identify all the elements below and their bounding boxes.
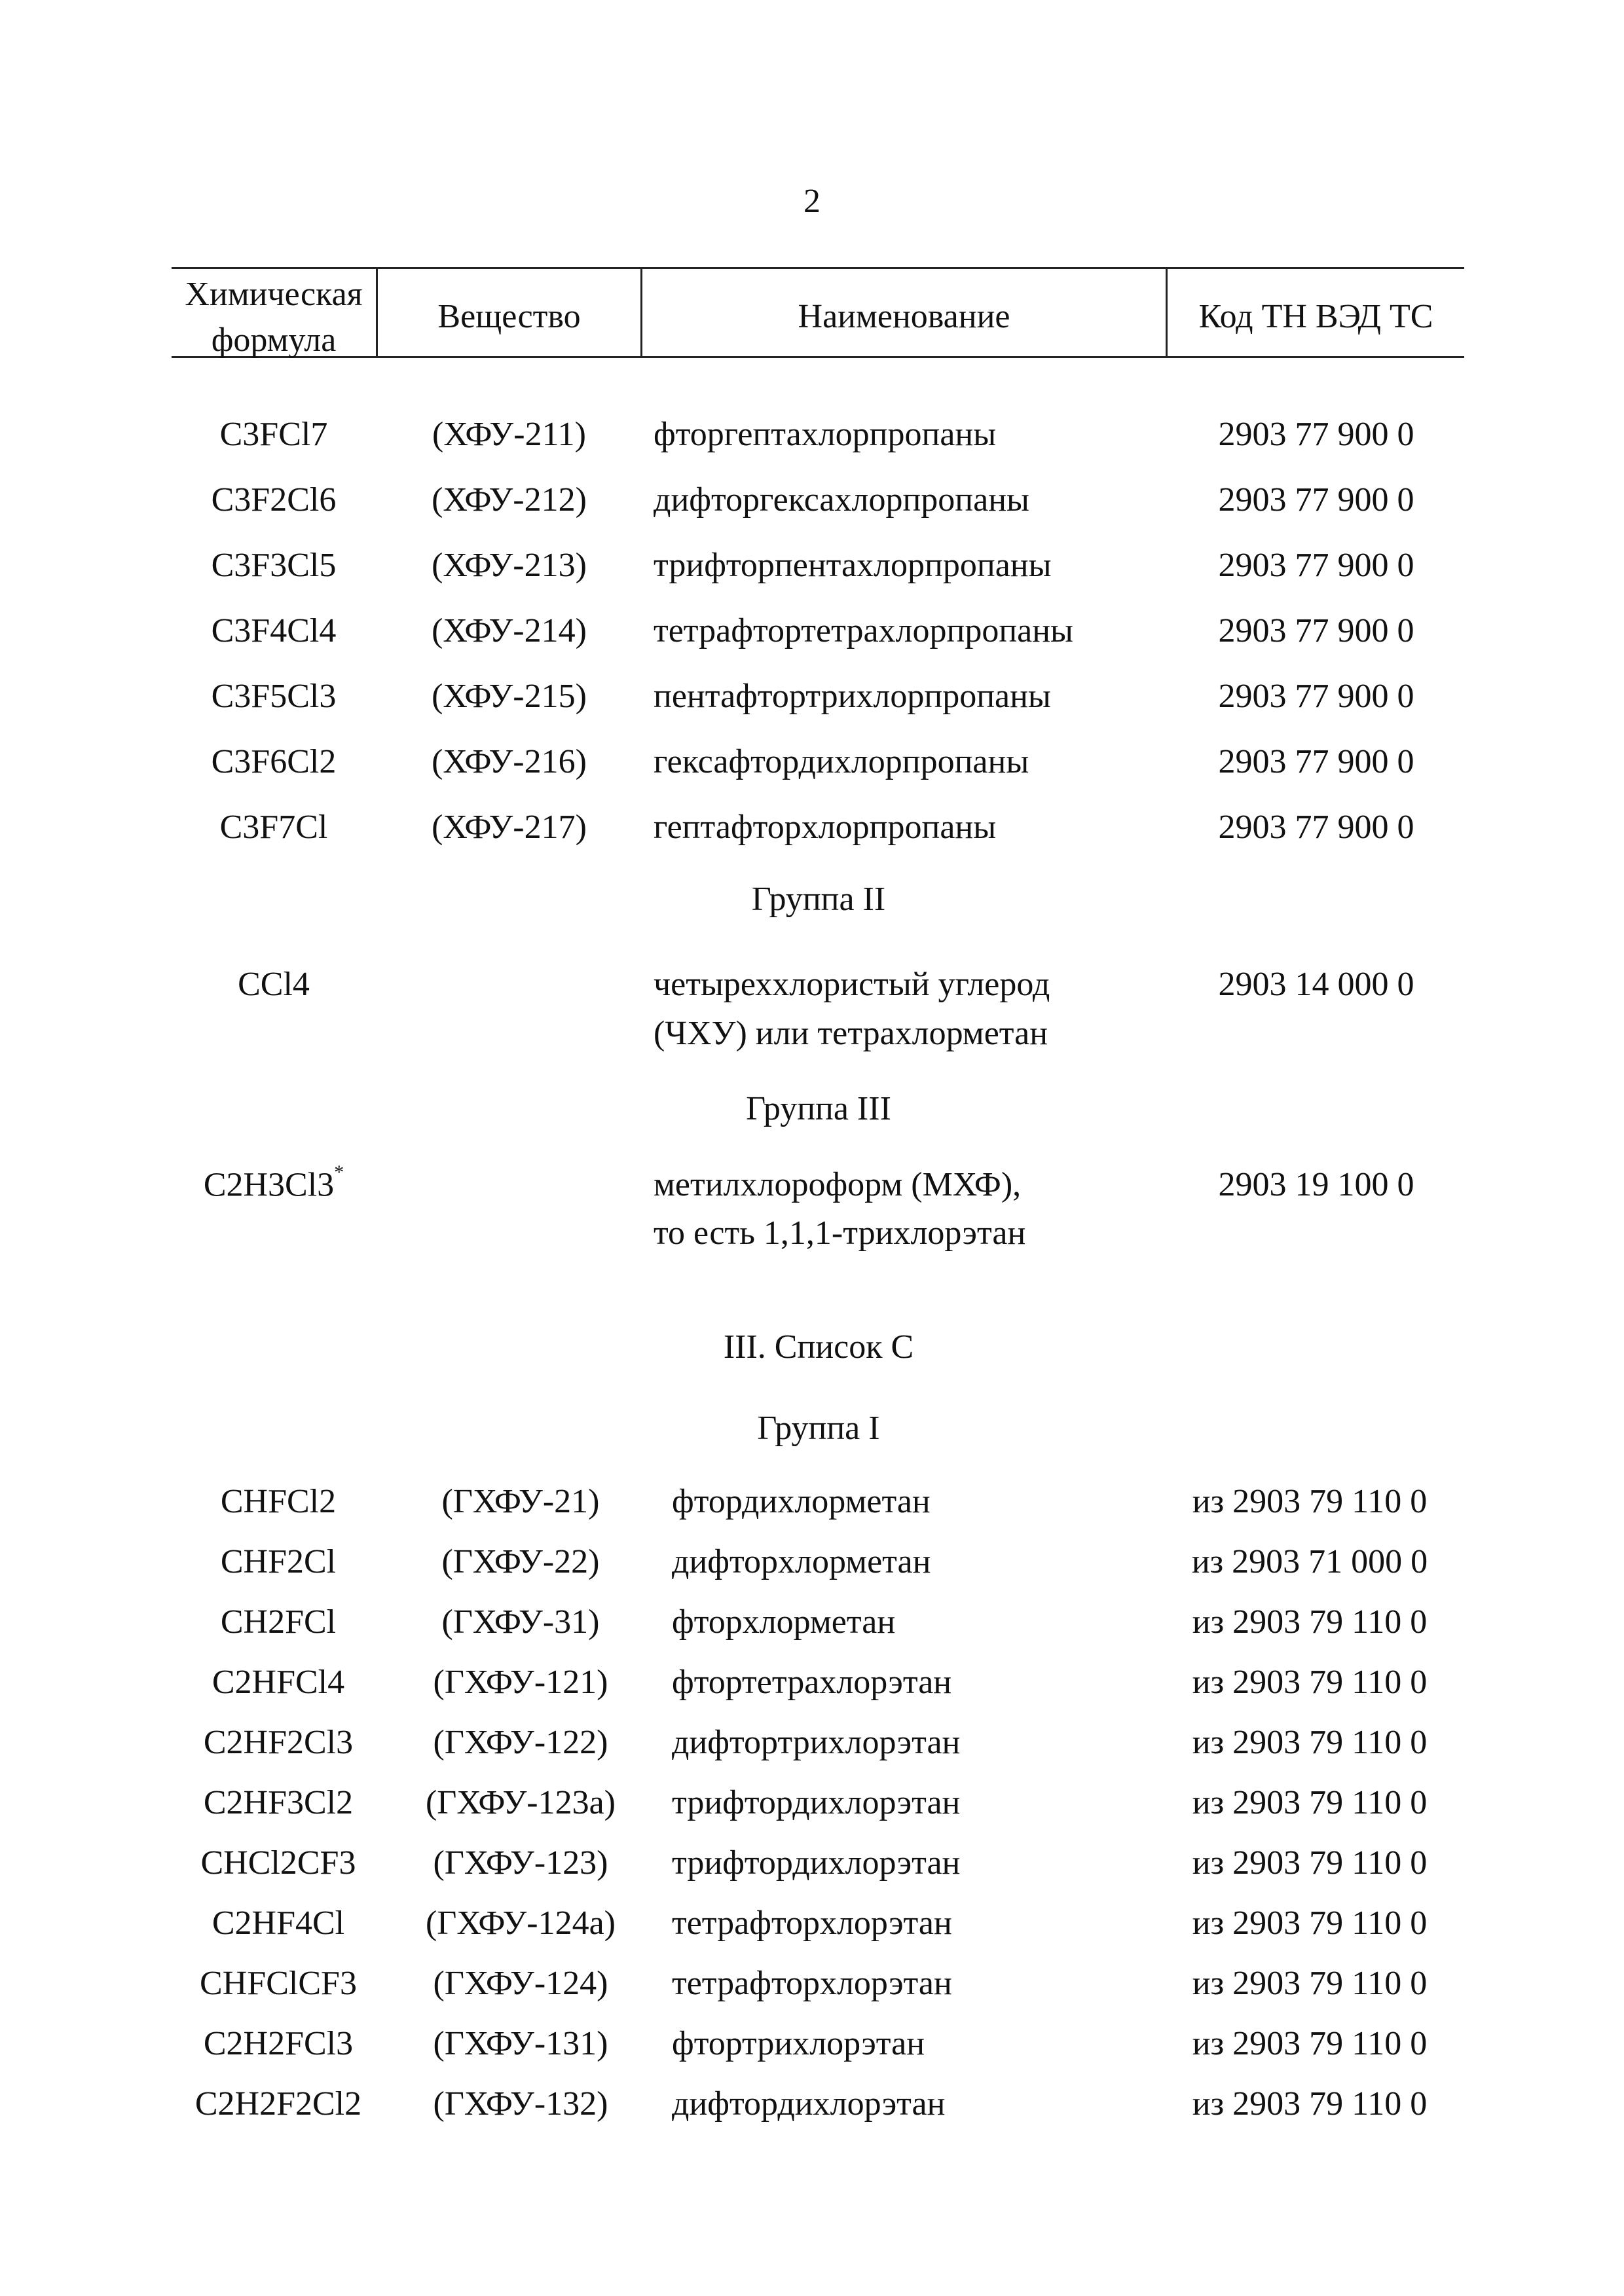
group-3-name-line2: то есть 1,1,1-трихлорэтан (654, 1214, 1026, 1252)
group-2-name-line1: четыреххлористый углерод (654, 966, 1050, 1003)
cell-substance: (ГХФУ-122) (433, 1724, 608, 1761)
header-name: Наименование (798, 298, 1010, 335)
cell-name: фтортетрахлорэтан (672, 1664, 952, 1701)
header-substance: Вещество (437, 298, 581, 335)
cell-code: из 2903 79 110 0 (1192, 1483, 1428, 1520)
cell-name: гептафторхлорпропаны (654, 809, 997, 846)
cell-name: фторхлорметан (672, 1603, 896, 1641)
cell-formula: C2H2F2Cl2 (194, 2085, 362, 2123)
cell-code: из 2903 79 110 0 (1192, 1603, 1428, 1641)
list-c-title: III. Список С (723, 1328, 914, 1366)
cell-formula: C2HFCl4 (212, 1664, 345, 1701)
cell-name: трифтордихлорэтан (672, 1784, 961, 1821)
cell-formula: C3F4Cl4 (211, 612, 337, 649)
cell-code: из 2903 79 110 0 (1192, 2025, 1428, 2062)
cell-name: дифторгексахлорпропаны (654, 481, 1029, 519)
cell-substance: (ХФУ-215) (432, 678, 587, 715)
cell-name: фтордихлорметан (672, 1483, 931, 1520)
cell-code: из 2903 79 110 0 (1192, 1904, 1428, 1942)
group-3-formula: C2H3Cl3 (203, 1166, 335, 1204)
group-3-title: Группа III (746, 1090, 891, 1127)
cell-code: 2903 77 900 0 (1218, 416, 1414, 453)
group-3-name-line1: метилхлороформ (МХФ), (654, 1166, 1022, 1203)
cell-name: фторгептахлорпропаны (654, 416, 997, 453)
cell-name: дифторхлорметан (672, 1543, 931, 1580)
header-top-rule (172, 267, 1464, 269)
header-formula-line1: Химическая (185, 276, 363, 313)
cell-name: дифтордихлорэтан (672, 2085, 946, 2123)
group-2-formula: CCl4 (238, 966, 310, 1003)
cell-substance: (ХФУ-217) (432, 809, 587, 846)
cell-code: 2903 77 900 0 (1218, 547, 1414, 584)
group-2-name-line2: (ЧХУ) или тетрахлорметан (654, 1015, 1048, 1052)
header-formula-line2: формула (211, 321, 337, 359)
cell-formula: C2HF4Cl (212, 1904, 345, 1942)
cell-substance: (ГХФУ-22) (441, 1543, 600, 1580)
cell-formula: CHFCl2 (220, 1483, 337, 1520)
cell-substance: (ГХФУ-31) (441, 1603, 600, 1641)
cell-formula: C2H2FCl3 (203, 2025, 354, 2062)
cell-name: дифтортрихлорэтан (672, 1724, 961, 1761)
cell-substance: (ГХФУ-131) (433, 2025, 608, 2062)
cell-substance: (ГХФУ-21) (441, 1483, 600, 1520)
header-code: Код ТН ВЭД ТС (1198, 298, 1433, 335)
cell-code: из 2903 79 110 0 (1192, 1724, 1428, 1761)
cell-code: 2903 77 900 0 (1218, 678, 1414, 715)
cell-code: из 2903 79 110 0 (1192, 1784, 1428, 1821)
cell-substance: (ГХФУ-123a) (425, 1784, 616, 1821)
cell-formula: C3F5Cl3 (211, 678, 337, 715)
cell-formula: C3F6Cl2 (211, 743, 337, 780)
cell-code: из 2903 79 110 0 (1192, 1965, 1428, 2002)
cell-formula: C2HF2Cl3 (203, 1724, 354, 1761)
cell-name: пентафтортрихлорпропаны (654, 678, 1051, 715)
cell-name: тетрафтортетрахлорпропаны (654, 612, 1073, 649)
cell-substance: (ХФУ-216) (432, 743, 587, 780)
cell-code: из 2903 79 110 0 (1192, 1844, 1428, 1882)
cell-formula: C3F3Cl5 (211, 547, 337, 584)
cell-formula: C3FCl7 (219, 416, 328, 453)
cell-substance: (ХФУ-211) (432, 416, 586, 453)
list-c-group-1-title: Группа I (757, 1410, 880, 1447)
cell-formula: C3F2Cl6 (211, 481, 337, 519)
cell-code: из 2903 71 000 0 (1191, 1543, 1428, 1580)
cell-substance: (ГХФУ-124) (433, 1965, 608, 2002)
page-number: 2 (803, 183, 821, 220)
cell-substance: (ГХФУ-121) (433, 1664, 608, 1701)
cell-name: трифторпентахлорпропаны (654, 547, 1052, 584)
cell-formula: C3F7Cl (219, 809, 328, 846)
cell-name: фтортрихлорэтан (672, 2025, 925, 2062)
cell-code: из 2903 79 110 0 (1192, 2085, 1428, 2123)
cell-code: из 2903 79 110 0 (1192, 1664, 1428, 1701)
group-3-formula-cell (172, 1161, 376, 1204)
cell-formula: CHCl2CF3 (200, 1844, 356, 1882)
cell-code: 2903 77 900 0 (1218, 612, 1414, 649)
footnote-mark: * (334, 1161, 344, 1183)
cell-code: 2903 77 900 0 (1218, 481, 1414, 519)
cell-substance: (ХФУ-214) (432, 612, 587, 649)
group-3-code: 2903 19 100 0 (1218, 1166, 1414, 1203)
cell-substance: (ХФУ-213) (432, 547, 587, 584)
cell-formula: CHFClCF3 (200, 1965, 357, 2002)
cell-substance: (ГХФУ-132) (433, 2085, 608, 2123)
cell-name: трифтордихлорэтан (672, 1844, 961, 1882)
cell-substance: (ГХФУ-124a) (425, 1904, 616, 1942)
cell-formula: C2HF3Cl2 (203, 1784, 354, 1821)
cell-code: 2903 77 900 0 (1218, 809, 1414, 846)
cell-name: гексафтордихлорпропаны (654, 743, 1029, 780)
cell-formula: CHF2Cl (220, 1543, 337, 1580)
cell-code: 2903 77 900 0 (1218, 743, 1414, 780)
cell-substance: (ХФУ-212) (432, 481, 587, 519)
cell-name: тетрафторхлорэтан (672, 1904, 952, 1942)
cell-substance: (ГХФУ-123) (433, 1844, 608, 1882)
group-2-code: 2903 14 000 0 (1218, 966, 1414, 1003)
group-2-title: Группа II (751, 881, 886, 918)
cell-formula: CH2FCl (220, 1603, 337, 1641)
cell-name: тетрафторхлорэтан (672, 1965, 952, 2002)
